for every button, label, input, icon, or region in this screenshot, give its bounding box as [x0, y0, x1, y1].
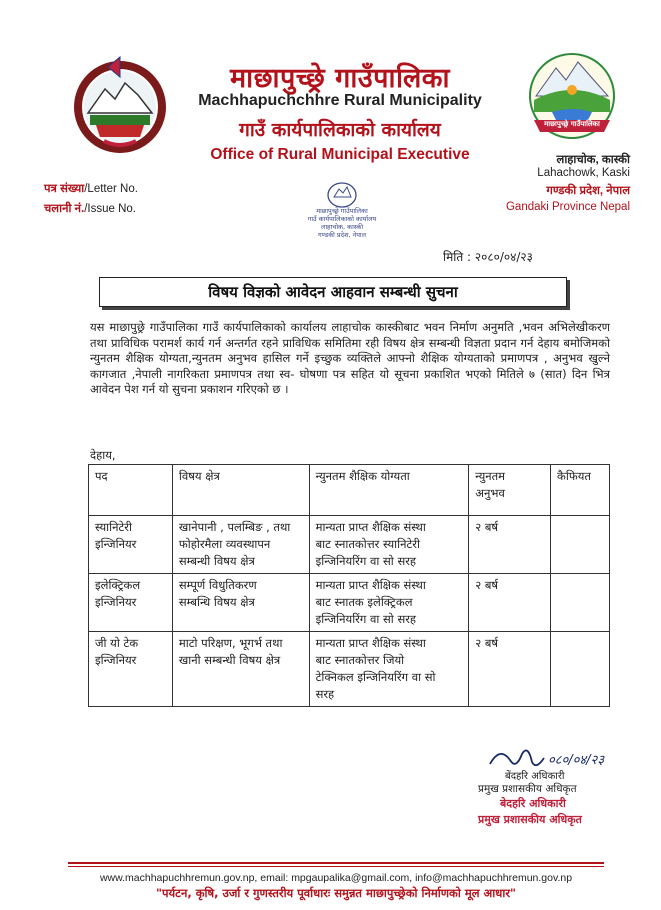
- header-qualification: न्युनतम शैक्षिक योग्यता: [309, 465, 469, 516]
- seal-line1: माछापुच्छ्रे गाउँपालिका: [316, 207, 368, 215]
- issue-number-label-en: /Issue No.: [84, 203, 136, 215]
- letter-number-label-en: /Letter No.: [84, 183, 138, 195]
- issue-number-label-np: चलानी नं.: [44, 203, 85, 215]
- signatory-title: प्रमुख प्रशासकीय अधिकृत: [478, 783, 577, 795]
- cell-post: इलेक्ट्रिकल इन्जिनियर: [89, 574, 173, 632]
- footer-contacts: www.machhapuchhremun.gov.np, email: mpgaupalika@gmail.com, info@machhapuchhremun.gov.np: [99, 872, 573, 884]
- dehaya-label: देहाय,: [90, 448, 116, 462]
- table-row: [89, 574, 610, 632]
- signatory-name: बेंदहरि अधिकारी: [505, 771, 565, 782]
- seal-line3: लाहाचोक, कास्की: [320, 223, 364, 231]
- letter-number: [44, 181, 138, 196]
- address-line3: गण्डकी प्रदेश, नेपाल: [546, 185, 630, 197]
- cell-field: माटो परिक्षण, भूगर्भ तथा खानी सम्बन्धी विषय क्षेत्र: [172, 632, 309, 707]
- table-row: [89, 516, 610, 574]
- cell-field: खानेपानी , पलम्बिङ , तथा फोहोरमैला व्यवस्थापन सम्बन्धी विषय क्षेत्र: [172, 516, 309, 574]
- footer-divider: [68, 862, 604, 864]
- logo-ribbon-text: माछापुच्छ्रे गाउँपालिका: [544, 120, 600, 128]
- signature-date: ०८०/०४/२३: [548, 753, 605, 768]
- table-row: [89, 632, 610, 707]
- nepal-coat-of-arms-icon: [70, 55, 170, 155]
- municipality-logo-icon: [522, 50, 622, 146]
- cell-experience: २ बर्ष: [469, 516, 551, 574]
- cell-field: सम्पूर्ण विधुतिकरण सम्बन्धि विषय क्षेत्र: [172, 574, 309, 632]
- footer-divider-thin: [68, 866, 604, 867]
- cell-experience: २ बर्ष: [469, 632, 551, 707]
- seal-line4: गण्डकी प्रदेश, नेपाल: [317, 231, 367, 239]
- header-remarks: कैफियत: [551, 465, 610, 516]
- cell-qualification: मान्यता प्राप्त शैक्षिक संस्था बाट स्नातकोत्तर स्यानिटेरी इन्जिनियरिंग वा सो सरह: [309, 516, 469, 574]
- header-experience: न्युनतम अनुभव: [469, 465, 551, 516]
- cell-qualification: मान्यता प्राप्त शैक्षिक संस्था बाट स्नातक इलेक्ट्रिकल इन्जिनियरिंग वा सो सरह: [309, 574, 469, 632]
- cell-post: स्यानिटेरी इन्जिनियर: [89, 516, 173, 574]
- municipality-title-np: माछापुच्छ्रे गाउँपालिका: [229, 63, 450, 94]
- office-seal-stamp: [303, 181, 381, 241]
- header-post: पद: [89, 465, 173, 516]
- cell-remarks: [551, 574, 610, 632]
- office-title-np: गाउँ कार्यपालिकाको कार्यालय: [239, 119, 441, 141]
- letter-number-label-np: पत्र संख्या: [44, 183, 85, 195]
- notice-body-paragraph: यस माछापुछ्रे गाउँपालिका गाउँ कार्यपालिकाको कार्यालय लाहाचोक कास्कीबाट भवन निर्माण अनुमति ,भवन अभिलेखीकरण तथा प्राविधिक परामर्श कार्य गर्न अन्तर्गत रहने प्राविधिक समितिमा रही विषय क्षेत्र सम्बन्धी विज्ञता प्रदान गर्न देहाय बमोजिमको न्युनतम शैक्षिक योग्यता,न्युनतम अनुभव हासिल गर्ने इच्छुक व्यक्तिले आफ्नो शैक्षिक योग्यताको प्रमाणपत्र , अनुभव खुल्ने कागजात ,नेपाली नागरिकता प्रमाणपत्र तथा स्व- घोषणा पत्र सहित यो सूचना प्रकाशित भएको मितिले ७ (सात) दिन भित्र आवेदन पेश गर्न यो सुचना प्रकाशन गरिएको छ ।: [90, 320, 610, 397]
- notice-date: मिति : २०८०/०४/२३: [443, 250, 533, 264]
- address-line1: लाहाचोक, कास्की: [556, 154, 630, 166]
- seal-line2: गाउँ कार्यपालिकाको कार्यालय: [307, 215, 377, 223]
- header-field: विषय क्षेत्र: [172, 465, 309, 516]
- municipality-title-en: Machhapuchchhre Rural Municipality: [198, 92, 482, 109]
- cell-qualification: मान्यता प्राप्त शैक्षिक संस्था बाट स्नातकोत्तर जियो टेक्निकल इन्जिनियरिंग वा सो सरह: [309, 632, 469, 707]
- cell-post: जी यो टेक इन्जिनियर: [89, 632, 173, 707]
- stamp-title: प्रमुख प्रशासकीय अधिकृत: [478, 813, 582, 826]
- notice-headline: विषय विज्ञको आवेदन आहवान सम्बन्धी सुचना: [99, 277, 567, 307]
- issue-number: [44, 201, 136, 216]
- stamp-name: बेदहरि अधिकारी: [500, 797, 566, 810]
- cell-remarks: [551, 632, 610, 707]
- vacancy-table: [88, 464, 610, 707]
- office-title-en: Office of Rural Municipal Executive: [210, 146, 470, 163]
- table-header-row: [89, 465, 610, 516]
- address-line2: Lahachowk, Kaski: [537, 167, 630, 179]
- cell-experience: २ बर्ष: [469, 574, 551, 632]
- cell-remarks: [551, 516, 610, 574]
- footer-slogan: "पर्यटन, कृषि, उर्जा र गुणस्तरीय पूर्वाधारः समुन्नत माछापुच्छ्रेको निर्माणको मूल आधार": [155, 886, 517, 900]
- address-line4: Gandaki Province Nepal: [505, 201, 630, 213]
